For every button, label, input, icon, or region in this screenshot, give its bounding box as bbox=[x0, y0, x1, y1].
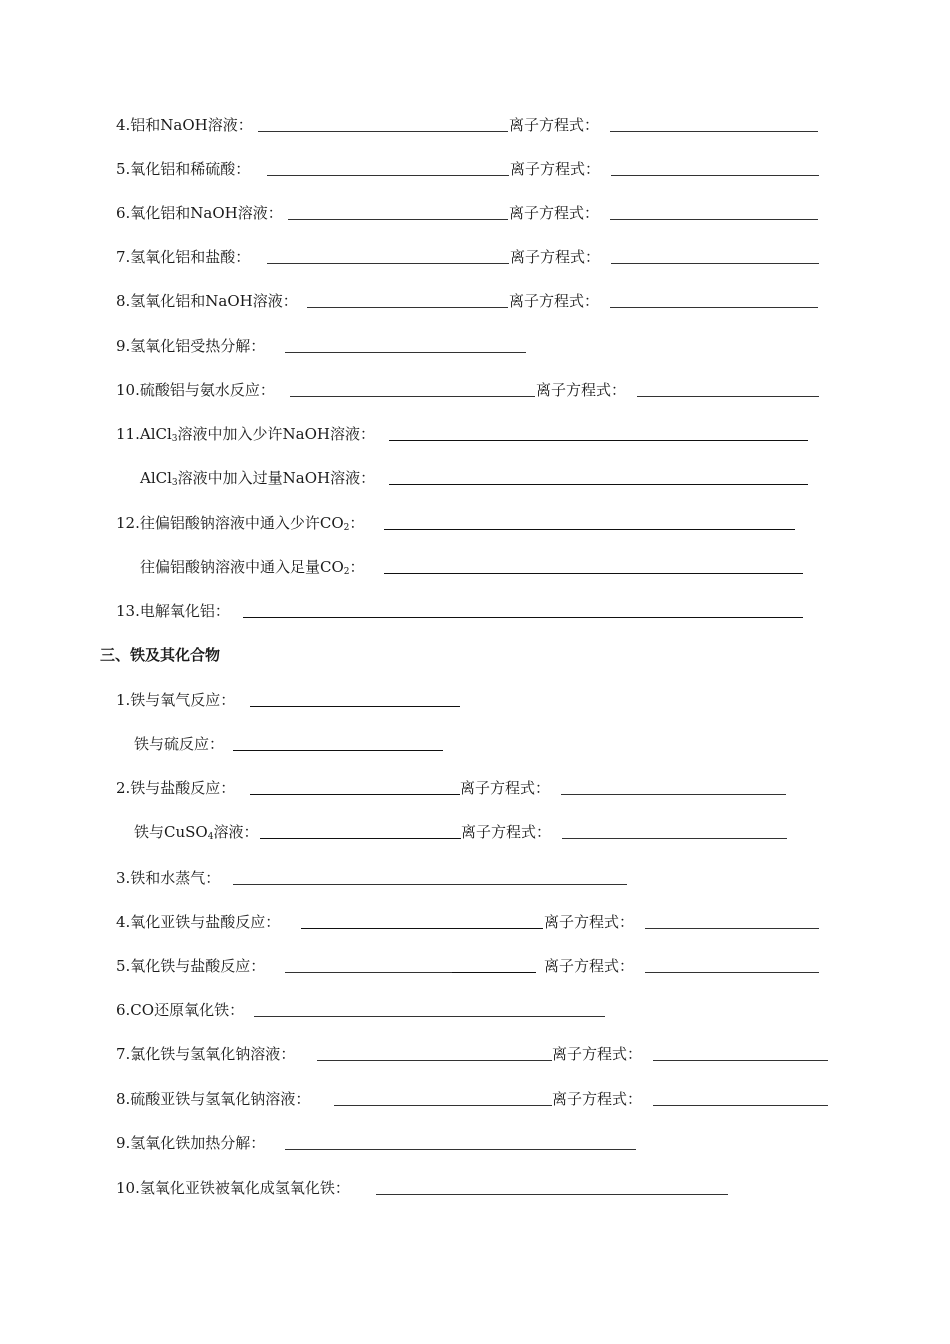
question-text: 溶液： bbox=[213, 823, 259, 841]
question-fe-1b bbox=[134, 732, 224, 756]
ion-equation-blank[interactable] bbox=[562, 838, 787, 839]
question-text: 1.铁与氧气反应： bbox=[116, 691, 236, 709]
ion-equation-blank[interactable] bbox=[653, 1105, 828, 1106]
question-text: 3.铁和水蒸气： bbox=[116, 869, 221, 887]
question-text: 7.氯化铁与氢氧化钠溶液： bbox=[116, 1045, 296, 1063]
question-al-12a bbox=[116, 511, 364, 535]
section-heading-iron: 三、铁及其化合物 bbox=[100, 646, 221, 664]
question-text: ： bbox=[349, 514, 365, 532]
question-al-9 bbox=[116, 334, 265, 358]
question-text: 溶液中加入少许NaOH溶液： bbox=[177, 425, 375, 443]
ion-equation-label: 离子方程式： bbox=[509, 204, 600, 222]
question-text: 9.氢氧化铝受热分解： bbox=[116, 337, 266, 355]
ion-equation-label: 离子方程式： bbox=[552, 1045, 643, 1063]
question-text: 铁与硫反应： bbox=[134, 735, 225, 753]
answer-blank[interactable] bbox=[290, 396, 535, 397]
question-al-7 bbox=[116, 245, 250, 269]
question-text: 4.氧化亚铁与盐酸反应： bbox=[116, 913, 281, 931]
question-fe-1a bbox=[116, 688, 235, 712]
answer-blank[interactable] bbox=[285, 352, 526, 353]
question-text: 铁与CuSO bbox=[134, 823, 208, 841]
answer-blank[interactable] bbox=[376, 1194, 728, 1195]
ion-equation-blank[interactable] bbox=[611, 175, 819, 176]
question-text: 9.氢氧化铁加热分解： bbox=[116, 1134, 266, 1152]
question-al-6 bbox=[116, 201, 283, 225]
ion-equation-blank[interactable] bbox=[610, 307, 818, 308]
question-text: 6.CO还原氧化铁： bbox=[116, 1001, 245, 1019]
answer-blank[interactable] bbox=[250, 794, 460, 795]
answer-blank[interactable] bbox=[258, 131, 508, 132]
ion-equation-blank[interactable] bbox=[645, 928, 819, 929]
question-text: 11.AlCl bbox=[116, 425, 172, 443]
answer-blank[interactable] bbox=[334, 1105, 552, 1106]
subscript: 4 bbox=[207, 832, 214, 842]
question-text: 12.往偏铝酸钠溶液中通入少许CO bbox=[116, 514, 344, 532]
question-fe-4 bbox=[116, 910, 280, 934]
ion-equation-blank[interactable] bbox=[561, 794, 786, 795]
question-fe-10 bbox=[116, 1176, 350, 1200]
subscript: 3 bbox=[171, 478, 178, 488]
question-text: 8.氢氧化铝和NaOH溶液： bbox=[116, 292, 298, 310]
question-al-5 bbox=[116, 157, 250, 181]
question-al-13 bbox=[116, 599, 230, 623]
question-text: 8.硫酸亚铁与氢氧化钠溶液： bbox=[116, 1090, 311, 1108]
answer-blank[interactable] bbox=[243, 617, 803, 618]
question-fe-8 bbox=[116, 1087, 310, 1111]
answer-blank[interactable] bbox=[384, 573, 803, 574]
question-text: AlCl bbox=[140, 469, 172, 487]
question-text: 13.电解氧化铝： bbox=[116, 602, 230, 620]
question-text: 溶液中加入过量NaOH溶液： bbox=[177, 469, 376, 487]
subscript: 2 bbox=[343, 523, 350, 533]
question-fe-6 bbox=[116, 998, 244, 1022]
ion-equation-label: 离子方程式： bbox=[510, 160, 601, 178]
question-text: ： bbox=[349, 558, 365, 576]
answer-blank[interactable] bbox=[288, 219, 508, 220]
question-text: 6.氧化铝和NaOH溶液： bbox=[116, 204, 283, 222]
question-text: 10.氢氧化亚铁被氧化成氢氧化铁： bbox=[116, 1179, 350, 1197]
question-fe-2b bbox=[134, 820, 258, 844]
question-fe-3 bbox=[116, 866, 220, 890]
subscript: 2 bbox=[343, 567, 350, 577]
answer-blank[interactable] bbox=[267, 263, 509, 264]
answer-blank[interactable] bbox=[254, 1016, 605, 1017]
question-al-4 bbox=[116, 113, 253, 137]
ion-equation-label: 离子方程式： bbox=[509, 292, 600, 310]
question-fe-9 bbox=[116, 1131, 265, 1155]
answer-blank[interactable] bbox=[389, 484, 808, 485]
answer-blank[interactable] bbox=[233, 884, 627, 885]
question-text: 7.氢氧化铝和盐酸： bbox=[116, 248, 251, 266]
answer-blank[interactable] bbox=[233, 750, 443, 751]
answer-blank[interactable] bbox=[384, 529, 795, 530]
question-al-11a bbox=[116, 422, 375, 446]
ion-equation-blank[interactable] bbox=[645, 972, 819, 973]
question-text: 10.硫酸铝与氨水反应： bbox=[116, 381, 275, 399]
ion-equation-blank[interactable] bbox=[610, 131, 818, 132]
question-text: 5.氧化铁与盐酸反应： bbox=[116, 957, 266, 975]
answer-blank[interactable] bbox=[285, 972, 452, 973]
ion-equation-blank[interactable] bbox=[637, 396, 819, 397]
answer-blank[interactable] bbox=[389, 440, 808, 441]
question-al-10 bbox=[116, 378, 275, 402]
ion-equation-label: 离子方程式： bbox=[510, 248, 601, 266]
question-text: 往偏铝酸钠溶液中通入足量CO bbox=[140, 558, 344, 576]
answer-blank[interactable] bbox=[317, 1060, 552, 1061]
subscript: 3 bbox=[171, 434, 178, 444]
ion-equation-blank[interactable] bbox=[610, 219, 818, 220]
ion-equation-label: 离子方程式： bbox=[536, 381, 627, 399]
answer-blank[interactable] bbox=[301, 928, 543, 929]
ion-equation-label: 离子方程式： bbox=[544, 913, 635, 931]
question-text: 2.铁与盐酸反应： bbox=[116, 779, 236, 797]
ion-equation-blank[interactable] bbox=[611, 263, 819, 264]
answer-blank[interactable] bbox=[250, 706, 460, 707]
ion-equation-label: 离子方程式： bbox=[460, 779, 551, 797]
answer-blank[interactable] bbox=[267, 175, 509, 176]
question-al-12b bbox=[140, 555, 365, 579]
answer-blank[interactable] bbox=[307, 307, 508, 308]
question-al-8 bbox=[116, 289, 298, 313]
question-text: 5.氧化铝和稀硫酸： bbox=[116, 160, 251, 178]
question-al-11b bbox=[140, 466, 375, 490]
answer-blank[interactable] bbox=[285, 1149, 636, 1150]
answer-blank[interactable] bbox=[260, 838, 461, 839]
ion-equation-blank[interactable] bbox=[653, 1060, 828, 1061]
question-fe-7 bbox=[116, 1042, 295, 1066]
ion-equation-label: 离子方程式： bbox=[461, 823, 552, 841]
question-text: 4.铝和NaOH溶液： bbox=[116, 116, 253, 134]
question-fe-2a bbox=[116, 776, 235, 800]
question-fe-5 bbox=[116, 954, 265, 978]
ion-equation-label: 离子方程式： bbox=[509, 116, 600, 134]
ion-equation-label: 离子方程式： bbox=[552, 1090, 643, 1108]
ion-equation-label: 离子方程式： bbox=[544, 957, 635, 975]
answer-blank[interactable] bbox=[452, 972, 536, 973]
